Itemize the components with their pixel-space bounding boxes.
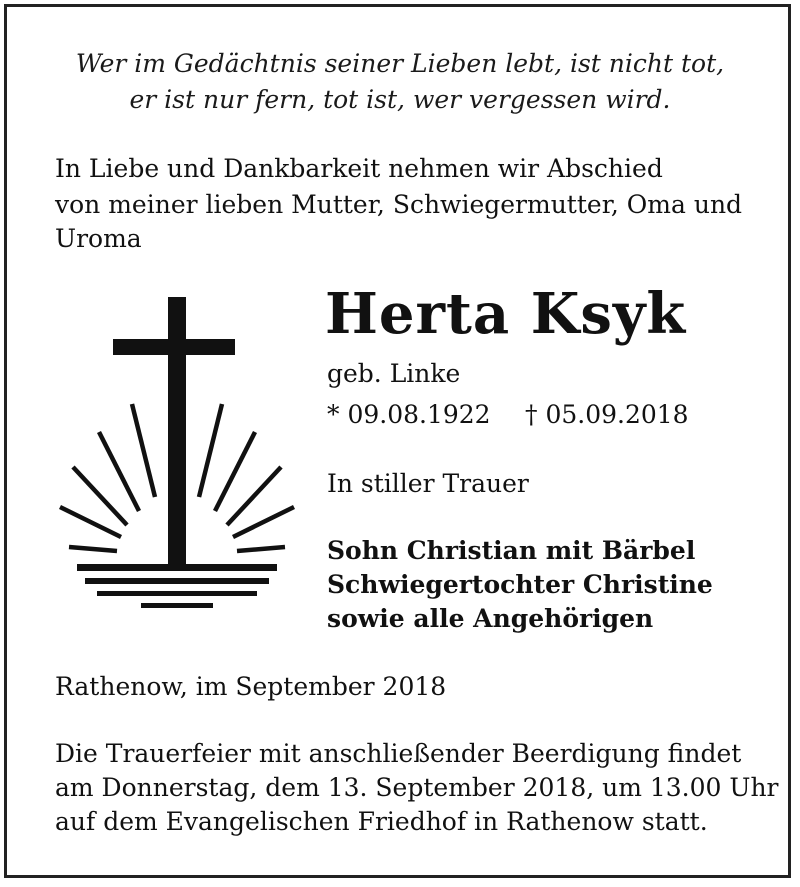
death-date: † 05.09.2018 [525, 400, 689, 429]
mourner-line: Sohn Christian mit Bärbel [327, 536, 696, 565]
intro-line-3: Uroma [55, 224, 142, 253]
funeral-line-3: auf dem Evangelischen Friedhof in Rathenow statt. [55, 807, 708, 836]
cross-with-rising-sun-icon [55, 295, 295, 625]
mourning-text: In stiller Trauer [327, 469, 529, 498]
maiden-name: geb. Linke [327, 359, 461, 388]
mourner-line: sowie alle Angehörigen [327, 604, 654, 633]
quote-line-1: Wer im Gedächtnis seiner Lieben lebt, ist nicht tot, [75, 49, 725, 78]
mourner-line: Schwiegertochter Christine [327, 570, 713, 599]
quote-line-2: er ist nur fern, tot ist, wer vergessen wird. [129, 85, 671, 114]
intro-line-1: In Liebe und Dankbarkeit nehmen wir Abschied [55, 154, 663, 183]
funeral-line-2: am Donnerstag, dem 13. September 2018, um 13.00 Uhr [55, 773, 779, 802]
funeral-line-1: Die Trauerfeier mit anschließender Beerdigung findet [55, 739, 742, 768]
deceased-name: Herta Ksyk [325, 281, 687, 347]
place-date: Rathenow, im September 2018 [55, 672, 447, 701]
intro-line-2: von meiner lieben Mutter, Schwiegermutter, Oma und [55, 190, 743, 219]
birth-date: * 09.08.1922 [327, 400, 491, 429]
